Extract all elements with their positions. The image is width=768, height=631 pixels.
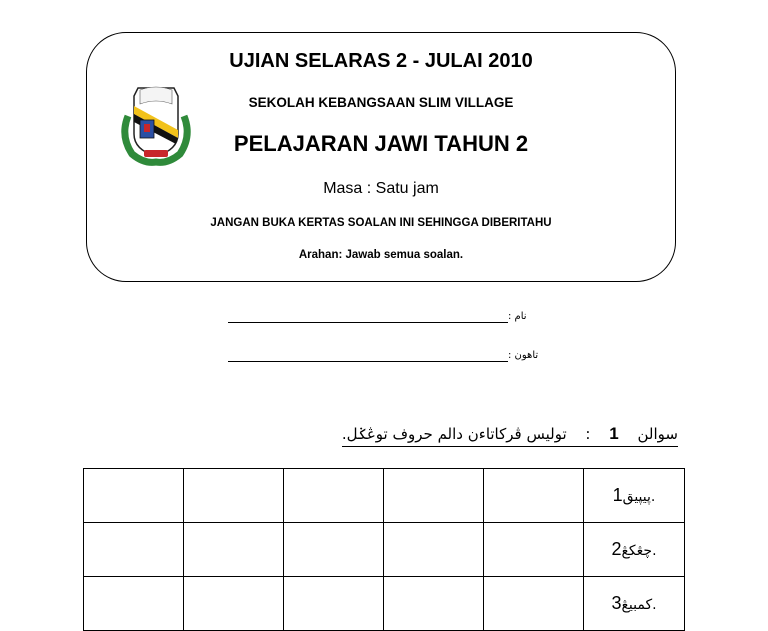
instruction-text: Arahan: Jawab semua soalan. bbox=[298, 249, 464, 261]
question-heading bbox=[342, 424, 678, 447]
table-row bbox=[84, 523, 685, 577]
answer-cell[interactable] bbox=[384, 577, 484, 631]
word-number: 1 bbox=[612, 485, 623, 505]
subject-title: PELAJARAN JAWI TAHUN 2 bbox=[233, 131, 529, 156]
answer-cell[interactable] bbox=[384, 469, 484, 523]
school-name: SEKOLAH KEBANGSAAN SLIM VILLAGE bbox=[248, 95, 514, 110]
name-field-label: نام : bbox=[508, 311, 527, 322]
word-cell bbox=[584, 469, 685, 523]
answer-cell[interactable] bbox=[284, 469, 384, 523]
word-number: 2 bbox=[611, 539, 622, 559]
answer-cell[interactable] bbox=[84, 577, 184, 631]
answer-cell[interactable] bbox=[84, 469, 184, 523]
class-field-label: تاهون : bbox=[508, 350, 539, 361]
warning-text: JANGAN BUKA KERTAS SOALAN INI SEHINGGA DIBERITAHU bbox=[210, 217, 552, 229]
answer-cell[interactable] bbox=[184, 577, 284, 631]
word-text: .كمبيڠ bbox=[621, 597, 657, 613]
question-prefix: سوالن bbox=[637, 425, 678, 443]
answer-cell[interactable] bbox=[84, 523, 184, 577]
duration: Masa : Satu jam bbox=[323, 180, 439, 197]
answer-cell[interactable] bbox=[184, 469, 284, 523]
question-text: توليس ڤركاتاءن دالم حروف توڠݢل. bbox=[341, 425, 567, 443]
answer-cell[interactable] bbox=[284, 523, 384, 577]
word-cell bbox=[584, 577, 685, 631]
question-number: 1 bbox=[609, 424, 619, 443]
word-cell bbox=[584, 523, 685, 577]
answer-cell[interactable] bbox=[184, 523, 284, 577]
table-row bbox=[84, 577, 685, 631]
name-field-line[interactable] bbox=[228, 322, 508, 323]
word-text: .ڽيڽيق bbox=[622, 489, 656, 505]
class-field-line[interactable] bbox=[228, 361, 508, 362]
answer-grid bbox=[83, 468, 685, 631]
question-separator: : bbox=[585, 425, 591, 443]
word-text: .چڠكڠ bbox=[621, 543, 657, 559]
answer-cell[interactable] bbox=[284, 577, 384, 631]
exam-title: UJIAN SELARAS 2 - JULAI 2010 bbox=[229, 50, 533, 72]
answer-cell[interactable] bbox=[484, 523, 584, 577]
answer-cell[interactable] bbox=[484, 469, 584, 523]
answer-cell[interactable] bbox=[484, 577, 584, 631]
table-row bbox=[84, 469, 685, 523]
word-number: 3 bbox=[611, 593, 622, 613]
answer-cell[interactable] bbox=[384, 523, 484, 577]
